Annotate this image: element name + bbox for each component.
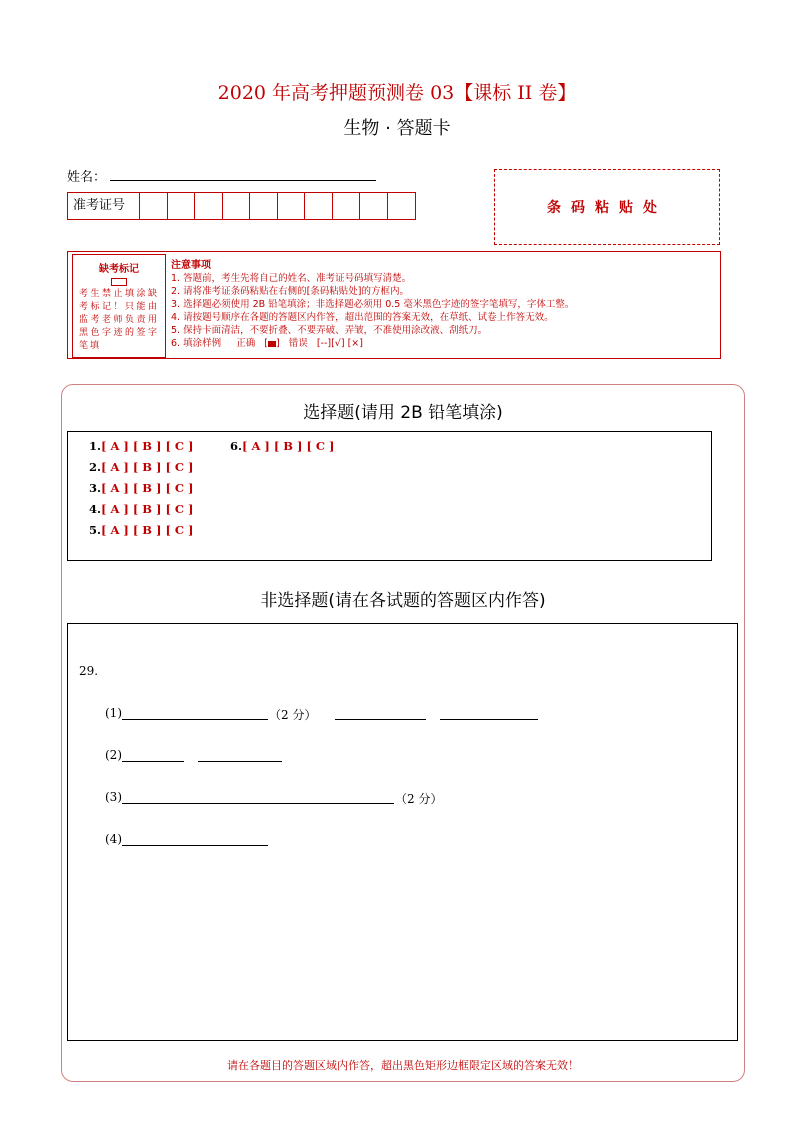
page-title: 2020 年高考押题预测卷 03【课标 II 卷】 [217,82,577,104]
absent-mark-box [72,254,166,358]
part-label: (4) [105,832,122,846]
answer-blank[interactable] [122,803,394,804]
question-number: 5. [89,523,102,537]
sample-wrong-label: 错误 [288,338,308,349]
choice-question[interactable] [89,523,194,537]
question-number: 4. [89,502,102,516]
notice-rule-sample: 6. 填涂样例 正确 [ ] 错误 [--][√] [×] [171,338,363,349]
sample-correct-label: 正确 [236,338,256,349]
absent-mark-text: 考生禁止填涂缺考标记！只能由监考老师负责用黑色字迹的签字笔填 [79,289,159,351]
question-number: 2. [89,460,102,474]
barcode-label: 条码粘贴处 [547,200,667,216]
page-subtitle: 生物 · 答题卡 [343,118,451,139]
answer-blank[interactable] [122,845,268,846]
exam-number-cell[interactable] [223,193,251,219]
notice-rule: 5. 保持卡面清洁，不要折叠、不要弄破、弄皱，不准使用涂改液、刮纸刀。 [171,325,488,336]
answer-blank[interactable] [122,719,268,720]
notice-rule: 2. 请将准考证条码粘贴在右侧的[条码粘贴处]的方框内。 [171,286,409,297]
exam-number-cell[interactable] [360,193,388,219]
answer-blank[interactable] [198,761,282,762]
nonchoice-section-title: 非选择题(请在各试题的答题区内作答) [260,591,546,611]
exam-number-cell[interactable] [168,193,196,219]
notice-rule: 4. 请按题号顺序在各题的答题区内作答，超出范围的答案无效，在草纸、试卷上作答无效。 [171,312,554,323]
exam-number-cell[interactable] [250,193,278,219]
question-options[interactable]: [ A ] [ B ] [ C ] [101,502,194,516]
filled-mark-icon [268,341,276,347]
exam-number-cell[interactable] [195,193,223,219]
exam-number-label: 准考证号 [68,193,140,219]
choice-question[interactable] [89,439,194,453]
absent-mark-checkbox[interactable] [111,278,127,286]
question-options[interactable]: [ A ] [ B ] [ C ] [101,523,194,537]
choice-question[interactable] [89,481,194,495]
answer-blank[interactable] [335,719,426,720]
part-label: (1) [105,706,122,720]
choice-question[interactable] [89,502,194,516]
choice-section-title: 选择题(请用 2B 铅笔填涂) [303,403,503,423]
part-score: （2 分） [395,792,443,806]
sample-prefix: 6. 填涂样例 [171,338,222,349]
question-options[interactable]: [ A ] [ B ] [ C ] [242,439,335,453]
name-field[interactable] [110,180,376,181]
sample-wrong-marks: [--][√] [×] [316,338,363,349]
question-options[interactable]: [ A ] [ B ] [ C ] [101,481,194,495]
choice-box [67,431,712,561]
exam-number-cell[interactable] [388,193,416,219]
question-number: 29. [79,664,99,678]
part-score: （2 分） [269,708,317,722]
notice-rules [171,256,716,350]
notice-rule: 3. 选择题必须使用 2B 铅笔填涂；非选择题必须用 0.5 毫米黑色字迹的签字笔填写，字体工整。 [171,299,575,310]
choice-question[interactable] [89,460,194,474]
part-label: (2) [105,748,122,762]
question-number: 3. [89,481,102,495]
exam-number-cell[interactable] [305,193,333,219]
answer-blank[interactable] [122,761,184,762]
question-number: 1. [89,439,102,453]
exam-number-cell[interactable] [140,193,168,219]
question-number: 6. [230,439,243,453]
part-label: (3) [105,790,122,804]
barcode-area [494,169,720,245]
exam-number-cell[interactable] [333,193,361,219]
exam-number-grid [67,192,416,220]
notice-title: 注意事项 [171,260,211,271]
answer-box [67,623,738,1041]
name-label: 姓名： [67,170,107,185]
answer-blank[interactable] [440,719,538,720]
notice-rule: 1. 答题前，考生先将自己的姓名、准考证号码填写清楚。 [171,273,412,284]
question-options[interactable]: [ A ] [ B ] [ C ] [101,460,194,474]
exam-number-cell[interactable] [278,193,306,219]
question-options[interactable]: [ A ] [ B ] [ C ] [101,439,194,453]
absent-mark-title: 缺考标记 [99,264,139,275]
footer-note: 请在各题目的答题区域内作答，超出黑色矩形边框限定区域的答案无效！ [227,1059,579,1072]
choice-question[interactable] [230,439,335,453]
